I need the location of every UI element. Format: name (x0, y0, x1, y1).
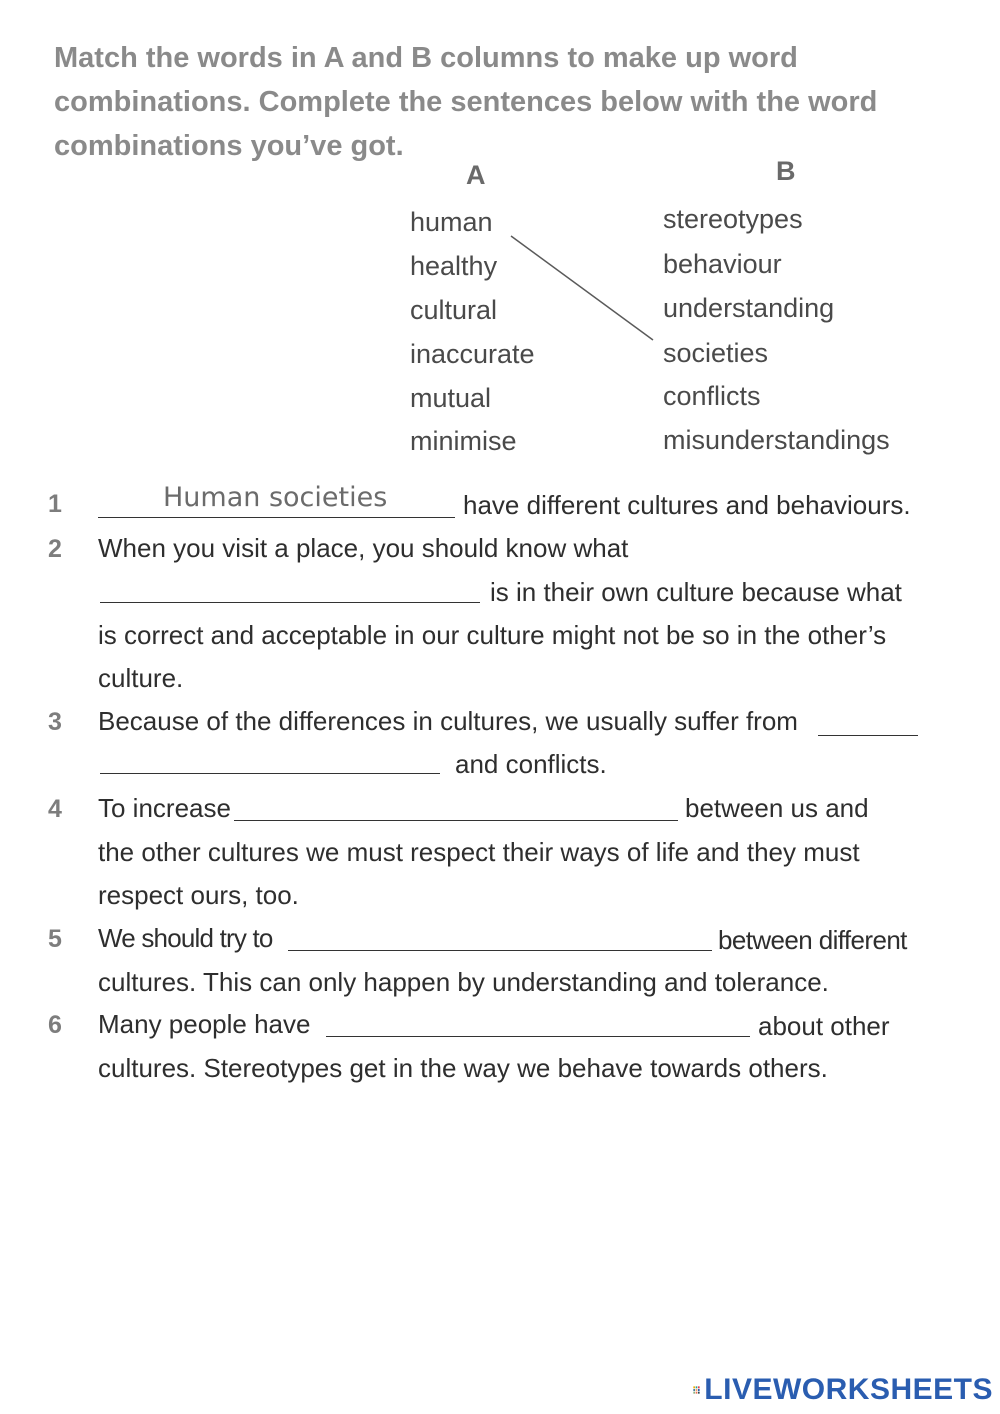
liveworksheets-logo-icon (693, 1377, 700, 1403)
question-number: 3 (48, 708, 62, 736)
answer-blank-2[interactable] (100, 602, 480, 603)
question-text: between us and (685, 793, 869, 823)
question-number: 4 (48, 795, 62, 823)
answer-blank-4[interactable] (234, 820, 678, 821)
liveworksheets-logo[interactable] (693, 1372, 993, 1408)
question-text: Many people have (98, 1009, 311, 1039)
question-text: When you visit a place, you should know what (98, 533, 629, 563)
question-text: To increase (98, 793, 231, 823)
answer-blank-5[interactable] (288, 950, 712, 951)
column-a-word[interactable]: mutual (410, 383, 492, 413)
column-a-word[interactable]: human (410, 207, 493, 237)
question-text: have different cultures and behaviours. (463, 490, 911, 520)
column-a-word[interactable]: inaccurate (410, 339, 535, 369)
logo-text: LIVEWORKSHEETS (704, 1373, 993, 1406)
answer-blank-3a[interactable] (818, 735, 918, 736)
match-line (505, 228, 665, 348)
question-text: cultures. Stereotypes get in the way we behave towards others. (98, 1053, 828, 1083)
question-number: 5 (48, 925, 62, 953)
answer-blank-3b[interactable] (100, 773, 440, 774)
column-b-word[interactable]: understanding (663, 293, 835, 323)
question-number: 6 (48, 1011, 62, 1039)
question-text: is in their own culture because what (490, 577, 902, 607)
answer-text-1[interactable]: Human societies (163, 482, 388, 513)
question-text: We should try to (98, 923, 273, 953)
question-text: the other cultures we must respect their ways of life and they must (98, 837, 860, 867)
question-text: culture. (98, 663, 184, 693)
column-b-word[interactable]: societies (663, 338, 769, 368)
answer-blank-6[interactable] (326, 1036, 750, 1037)
question-text: is correct and acceptable in our culture might not be so in the other’s (98, 620, 887, 650)
question-text: between different (718, 925, 907, 955)
column-a-heading: A (466, 160, 486, 190)
column-b-word[interactable]: behaviour (663, 249, 782, 279)
question-text: Because of the differences in cultures, we usually suffer from (98, 706, 798, 736)
question-text: respect ours, too. (98, 880, 299, 910)
question-number: 2 (48, 535, 62, 563)
column-b-heading: B (776, 156, 796, 186)
column-a-word[interactable]: minimise (410, 426, 517, 456)
column-b-word[interactable]: conflicts (663, 381, 761, 411)
column-b-word[interactable]: stereotypes (663, 204, 803, 234)
question-number: 1 (48, 490, 62, 518)
question-text: about other (758, 1011, 890, 1041)
instructions: Match the words in A and B columns to make up word combinations. Complete the sentences below with the word combinations you’ve got. (54, 42, 878, 162)
column-a-word[interactable]: healthy (410, 251, 498, 281)
column-b-word[interactable]: misunderstandings (663, 425, 890, 455)
column-a-word[interactable]: cultural (410, 295, 498, 325)
answer-blank-1[interactable] (98, 517, 455, 518)
question-text: cultures. This can only happen by understanding and tolerance. (98, 967, 829, 997)
question-text: and conflicts. (455, 749, 607, 779)
